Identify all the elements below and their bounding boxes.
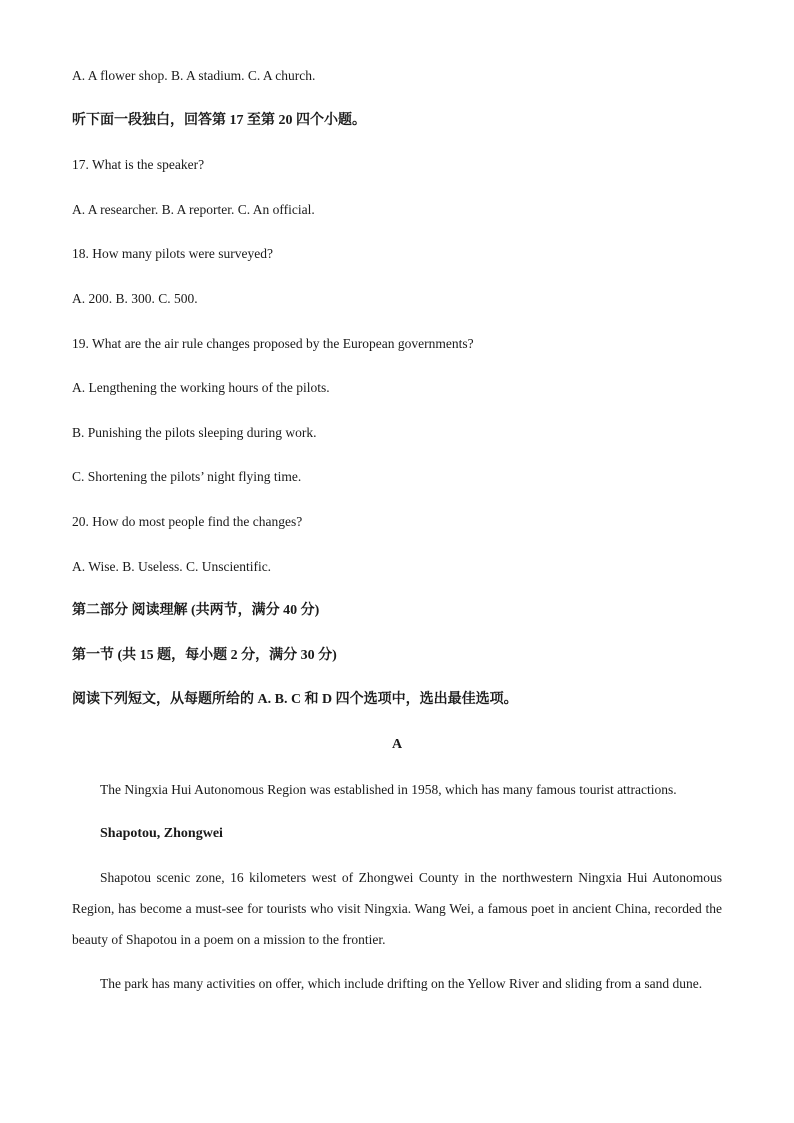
passage-paragraph-1: Shapotou scenic zone, 16 kilometers west of Zhongwei County in the northwestern Ningxia Hui Autonomous Region, has become a must-see for tourists who visit Ningxia. Wang Wei, a famous poet in ancient China, recorded the beauty of Shapotou in a poem on a mission to the frontier. bbox=[72, 870, 722, 948]
exam-page bbox=[72, 66, 722, 999]
passage-letter: A bbox=[391, 736, 403, 752]
question-18-options: A. 200. B. 300. C. 500. bbox=[72, 290, 198, 306]
question-19: 19. What are the air rule changes proposed by the European governments? bbox=[72, 335, 474, 351]
reading-instruction: 阅读下列短文，从每题所给的 A. B. C 和 D 四个选项中，选出最佳选项。 bbox=[72, 692, 518, 708]
part-two-heading: 第二部分 阅读理解 (共两节，满分 40 分) bbox=[72, 603, 320, 619]
question-17-options: A. A researcher. B. A reporter. C. An official. bbox=[72, 201, 315, 217]
passage-subheading: Shapotou, Zhongwei bbox=[100, 826, 223, 842]
question-20: 20. How do most people find the changes? bbox=[72, 513, 303, 529]
question-19-option-b: B. Punishing the pilots sleeping during work. bbox=[72, 424, 317, 440]
question-19-option-c: C. Shortening the pilots’ night flying time. bbox=[72, 469, 302, 485]
q16-options: A. A flower shop. B. A stadium. C. A church. bbox=[72, 68, 316, 83]
passage-paragraph-2: The park has many activities on offer, which include drifting on the Yellow River and sliding from a sand dune. bbox=[100, 976, 703, 992]
monologue-instruction: 听下面一段独白，回答第 17 至第 20 四个小题。 bbox=[72, 112, 366, 128]
question-19-option-a: A. Lengthening the working hours of the pilots. bbox=[72, 380, 330, 396]
section-one-heading: 第一节 (共 15 题，每小题 2 分，满分 30 分) bbox=[72, 647, 337, 663]
passage-intro: The Ningxia Hui Autonomous Region was established in 1958, which has many famous tourist attractions. bbox=[100, 781, 677, 797]
question-18: 18. How many pilots were surveyed? bbox=[72, 246, 273, 262]
question-20-options: A. Wise. B. Useless. C. Unscientific. bbox=[72, 558, 272, 574]
question-17: 17. What is the speaker? bbox=[72, 157, 205, 173]
